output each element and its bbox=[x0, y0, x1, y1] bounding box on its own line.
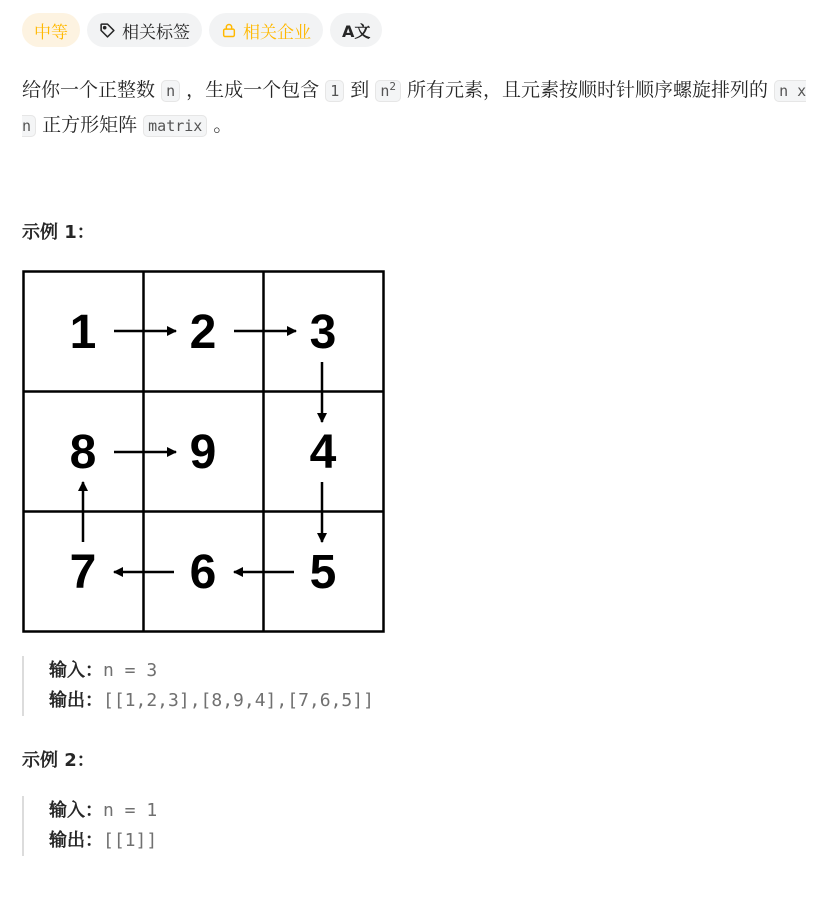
code-n-squared: $n^2$ bbox=[375, 80, 401, 102]
example-2-title: 示例 2： bbox=[22, 750, 95, 771]
problem-description bbox=[22, 70, 822, 143]
example-1-block bbox=[22, 656, 374, 716]
example-1-title: 示例 1： bbox=[22, 222, 95, 243]
matrix-cell-9: 9 bbox=[189, 426, 217, 479]
input-label: 输入： bbox=[49, 660, 103, 681]
desc-text: ，生成一个包含 bbox=[186, 79, 320, 101]
output-label: 输出： bbox=[49, 690, 103, 711]
difficulty-badge[interactable]: 中等 bbox=[22, 13, 80, 47]
lock-icon bbox=[221, 22, 237, 39]
related-companies-button[interactable] bbox=[209, 13, 323, 47]
matrix-cell-1: 1 bbox=[69, 306, 97, 359]
output-value: [[1,2,3],[8,9,4],[7,6,5]] bbox=[103, 690, 374, 711]
output-value: [[1]] bbox=[103, 830, 158, 851]
matrix-cell-3: 3 bbox=[309, 306, 337, 359]
code-n: n bbox=[161, 80, 180, 102]
spiral-matrix-figure bbox=[22, 270, 386, 634]
input-value: n = 1 bbox=[103, 800, 158, 821]
desc-text: 。 bbox=[213, 114, 233, 136]
code-nxn: n x n bbox=[22, 82, 807, 135]
desc-text: 正方形矩阵 bbox=[42, 114, 138, 136]
matrix-cell-8: 8 bbox=[69, 426, 97, 479]
desc-text: 所有元素，且元素按顺时针顺序螺旋排列的 bbox=[407, 79, 769, 101]
matrix-cell-2: 2 bbox=[189, 306, 217, 359]
translate-button[interactable] bbox=[330, 13, 382, 47]
related-companies-label: 相关企业 bbox=[243, 22, 311, 43]
input-value: n = 3 bbox=[103, 660, 158, 681]
desc-text: 到 bbox=[350, 79, 370, 101]
tag-bar bbox=[22, 13, 382, 47]
code-matrix: matrix bbox=[143, 115, 207, 137]
matrix-cell-5: 5 bbox=[309, 546, 337, 599]
matrix-cell-7: 7 bbox=[69, 546, 97, 599]
related-tags-label: 相关标签 bbox=[122, 22, 190, 43]
desc-text: 给你一个正整数 bbox=[22, 79, 156, 101]
input-label: 输入： bbox=[49, 800, 103, 821]
related-tags-button[interactable] bbox=[87, 13, 202, 47]
matrix-cell-4: 4 bbox=[309, 426, 337, 479]
translate-icon: A文 bbox=[342, 21, 371, 41]
example-2-block bbox=[22, 796, 157, 856]
tag-icon bbox=[99, 22, 116, 39]
matrix-cell-6: 6 bbox=[189, 546, 217, 599]
output-label: 输出： bbox=[49, 830, 103, 851]
code-1: 1 bbox=[325, 80, 344, 102]
